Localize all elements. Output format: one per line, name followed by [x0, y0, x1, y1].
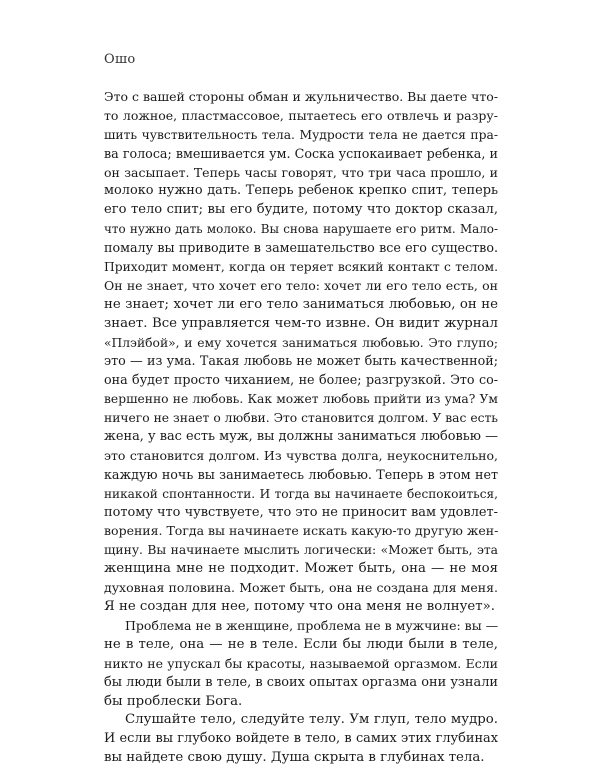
text-line: духовная половина. Может быть, она не создана для меня.: [104, 580, 498, 596]
text-line: «Плэйбой», и ему хочется заниматься любовью. Это глупо;: [104, 335, 498, 350]
text-line: шить чувствительность тела. Мудрости тела не дается пра-: [104, 127, 498, 142]
text-line: Это с вашей стороны обман и жульничество. Вы даете что-: [104, 89, 499, 104]
text-line: бы проблески Бога.: [104, 693, 243, 709]
text-line: щину. Вы начинаете мыслить логически: «Может быть, эта: [104, 543, 498, 558]
text-line: бы люди были в теле, в своих опытах оргазма они узнали: [104, 674, 498, 690]
paragraph: [104, 711, 498, 768]
paragraph: [104, 617, 498, 711]
text-line: вы найдете свою душу. Душа скрыта в глубинах тела.: [104, 750, 485, 766]
text-line: никакой спонтанности. И тогда вы начинаете беспокоиться,: [104, 486, 498, 501]
text-line: вершенно не любовь. Как может любовь прийти из ума? Ум: [104, 392, 498, 407]
text-line: И если вы глубоко войдете в тело, в самих этих глубинах: [104, 731, 498, 747]
text-line: жена, у вас есть муж, вы должны заниматься любовью —: [104, 429, 498, 445]
text-line: не в теле, она — не в теле. Если бы люди были в теле,: [104, 636, 498, 652]
text-line: Приходит момент, когда он теряет всякий контакт с телом.: [104, 260, 498, 275]
text-line: знает. Все управляется чем-то извне. Он видит журнал: [104, 315, 498, 331]
body-text: [104, 88, 498, 768]
text-line: Я не создан для нее, потому что она меня не волнует».: [104, 599, 496, 615]
text-line: Проблема не в женщине, проблема не в мужчине: вы —: [125, 617, 499, 633]
text-line: это — из ума. Такая любовь не может быть качественной;: [104, 353, 498, 369]
text-line: ничего не знает о любви. Это становится долгом. У вас есть: [104, 411, 498, 426]
text-line: его тело спит; вы его будите, потому что доктор сказал,: [104, 202, 498, 218]
paragraph: [104, 88, 498, 617]
text-line: не знает; хочет ли его тело заниматься любовью, он не: [104, 296, 498, 312]
text-line: что нужно дать молоко. Вы снова нарушаете его ритм. Мало-: [104, 222, 498, 237]
text-line: Слушайте тело, следуйте телу. Ум глуп, тело мудро.: [125, 712, 498, 728]
text-line: женщина мне не подходит. Может быть, она — не моя: [104, 561, 498, 577]
text-line: то ложное, пластмассовое, пытаетесь его отвлечь и разру-: [104, 107, 498, 123]
text-line: каждую ночь вы занимаетесь любовью. Теперь в этом нет: [104, 466, 498, 482]
text-line: помалу вы приводите в замешательство все его существо.: [104, 240, 498, 256]
text-line: потому что чувствуете, что это не приносит вам удовлет-: [104, 504, 498, 520]
text-line: ворения. Тогда вы начинаете искать какую-то другую жен-: [104, 523, 499, 539]
text-line: никто не упускал бы красоты, называемой оргазмом. Если: [104, 655, 498, 671]
text-line: это становится долгом. Из чувства долга, неукоснительно,: [104, 447, 498, 463]
text-line: ва голоса; вмешивается ум. Соска успокаивает ребенка, и: [104, 145, 498, 161]
running-head: Ошо: [104, 52, 136, 67]
text-line: она будет просто чиханием, не более; разгрузкой. Это со-: [104, 372, 498, 388]
text-line: молоко нужно дать. Теперь ребенок крепко спит, теперь: [104, 183, 498, 199]
text-line: Он не знает, что хочет его тело: хочет ли его тело есть, он: [104, 277, 498, 293]
text-line: он засыпает. Теперь часы говорят, что три часа прошло, и: [104, 164, 498, 180]
